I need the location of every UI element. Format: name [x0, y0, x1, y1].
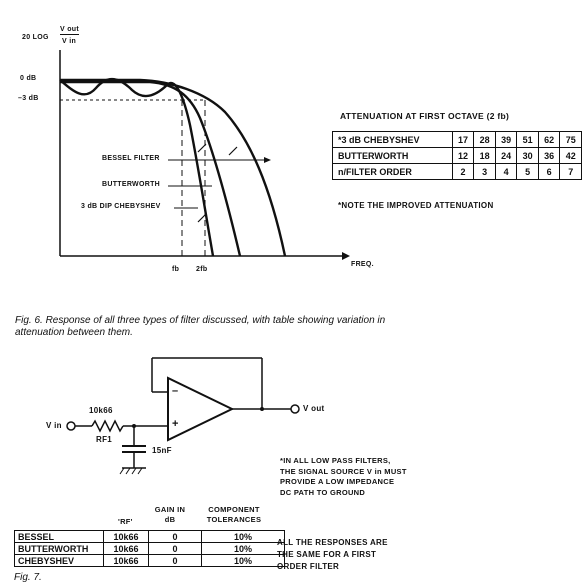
vout-terminal: [291, 405, 299, 413]
note-line: ALL THE RESPONSES ARE: [277, 538, 388, 547]
figure-6-caption: Fig. 6. Response of all three types of filter discussed, with table showing variation in attenuation between them.: [15, 315, 386, 338]
cell: 51: [517, 132, 539, 148]
fb-tick-label: fb: [172, 266, 180, 273]
cell: 28: [474, 132, 496, 148]
cell: 10%: [202, 543, 285, 555]
row-label: CHEBYSHEV: [15, 555, 104, 567]
zero-db-label: 0 dB: [20, 75, 37, 82]
x-axis-label: FREQ.: [351, 261, 374, 268]
vin-terminal: [67, 422, 75, 430]
table-row: [333, 148, 582, 164]
cell: 42: [560, 148, 582, 164]
row-label: *3 dB CHEBYSHEV: [333, 132, 453, 148]
attenuation-note: *NOTE THE IMPROVED ATTENUATION: [338, 201, 494, 210]
tolerance-column-header: COMPONENT TOLERANCES: [206, 505, 262, 524]
x-axis-arrow: [342, 252, 350, 260]
cell: 0: [149, 555, 202, 567]
table-row: [15, 531, 285, 543]
cell: 10k66: [104, 555, 149, 567]
resistor-ref-label: RF1: [96, 435, 113, 444]
attenuation-table: [332, 131, 582, 180]
cell: 3: [474, 164, 496, 180]
bessel-filter-label: BESSEL FILTER: [102, 155, 160, 162]
row-label: BUTTERWORTH: [333, 148, 453, 164]
y-axis-label-prefix: 20 LOG: [22, 34, 49, 41]
note-line: ORDER FILTER: [277, 562, 340, 571]
note-line: DC PATH TO GROUND: [280, 487, 366, 497]
tolerance-table: [14, 530, 285, 567]
cell: 39: [495, 132, 517, 148]
rf-column-header: 'RF': [118, 517, 133, 526]
cell: 10%: [202, 555, 285, 567]
cell: 10%: [202, 531, 285, 543]
capacitor-value-label: 15nF: [152, 446, 172, 455]
cell: 0: [149, 543, 202, 555]
noninverting-input-symbol: +: [172, 418, 179, 430]
butterworth-curve: [60, 82, 240, 256]
cell: 2: [452, 164, 474, 180]
table-row: [15, 543, 285, 555]
cell: 36: [538, 148, 560, 164]
y-axis-label-numerator: V out: [60, 26, 79, 33]
resistor-rf1: [92, 421, 123, 431]
row-label: n/FILTER ORDER: [333, 164, 453, 180]
vout-label: V out: [303, 404, 325, 413]
cell: 10k66: [104, 543, 149, 555]
cell: 7: [560, 164, 582, 180]
row-label: BESSEL: [15, 531, 104, 543]
vin-label: V in: [46, 421, 62, 430]
y-axis-label-denominator: V in: [62, 38, 77, 45]
cell: 17: [452, 132, 474, 148]
cell: 4: [495, 164, 517, 180]
bessel-curve: [60, 80, 285, 256]
table-row: [333, 164, 582, 180]
cell: 24: [495, 148, 517, 164]
cell: 0: [149, 531, 202, 543]
note-line: THE SIGNAL SOURCE V in MUST: [280, 466, 407, 476]
cell: 75: [560, 132, 582, 148]
resistor-value-label: 10k66: [89, 406, 113, 415]
note-line: *IN ALL LOW PASS FILTERS,: [280, 456, 391, 465]
cell: 18: [474, 148, 496, 164]
cell: 6: [538, 164, 560, 180]
table-row: [333, 132, 582, 148]
cell: 10k66: [104, 531, 149, 543]
minus3db-label: –3 dB: [18, 95, 39, 102]
cell: 62: [538, 132, 560, 148]
inverting-input-symbol: –: [172, 385, 179, 397]
row-label: BUTTERWORTH: [15, 543, 104, 555]
cell: 5: [517, 164, 539, 180]
butterworth-label: BUTTERWORTH: [102, 181, 160, 188]
first-order-note: [277, 537, 388, 573]
2fb-tick-label: 2fb: [196, 266, 208, 273]
chebyshev-label: 3 dB DIP CHEBYSHEV: [81, 203, 161, 210]
figure-7-caption: Fig. 7.: [14, 572, 42, 583]
low-pass-note: [280, 456, 407, 498]
cell: 30: [517, 148, 539, 164]
gain-column-header: GAIN IN dB: [154, 505, 186, 524]
chebyshev-curve: [60, 79, 213, 256]
cell: 12: [452, 148, 474, 164]
attenuation-title: ATTENUATION AT FIRST OCTAVE (2 fb): [340, 111, 510, 121]
note-line: PROVIDE A LOW IMPEDANCE: [280, 477, 395, 486]
table-row: [15, 555, 285, 567]
note-line: THE SAME FOR A FIRST: [277, 550, 377, 559]
